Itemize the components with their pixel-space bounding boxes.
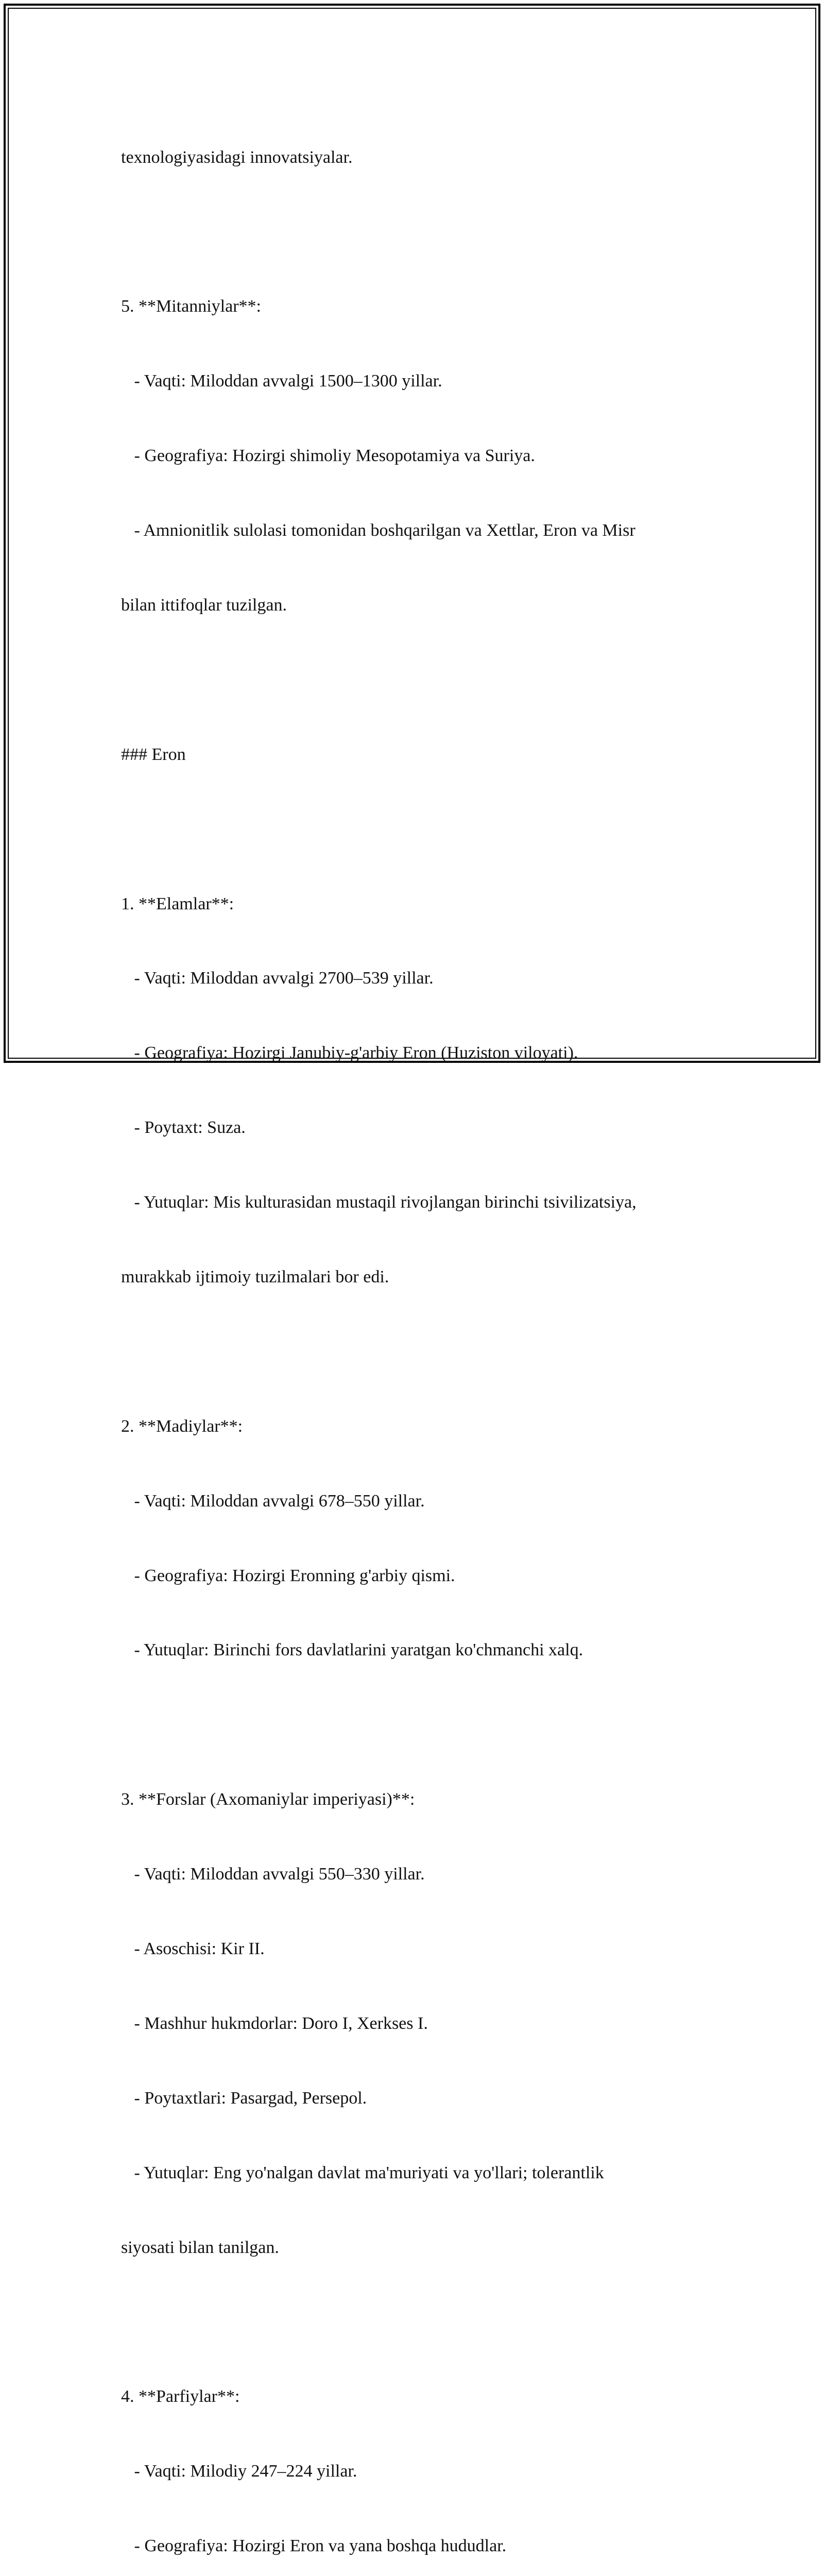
list-item: - Vaqti: Miloddan avvalgi 678–550 yillar.	[121, 1491, 425, 1511]
list-item: - Vaqti: Miloddan avvalgi 550–330 yillar.	[121, 1865, 425, 1884]
list-item: - Vaqti: Milodiy 247–224 yillar.	[121, 2462, 357, 2481]
list-item: - Yutuqlar: Eng yo'nalgan davlat ma'muriyati va yo'llari; tolerantlik	[121, 2163, 604, 2182]
text-line: bilan ittifoqlar tuzilgan.	[121, 595, 287, 615]
list-item: - Mashhur hukmdorlar: Doro I, Xerkses I.	[121, 2013, 428, 2033]
list-item: - Amnionitlik sulolasi tomonidan boshqarilgan va Xettlar, Eron va Misr	[121, 521, 636, 540]
list-item: - Geografiya: Hozirgi Eronning g'arbiy qismi.	[121, 1566, 455, 1585]
list-item: - Vaqti: Miloddan avvalgi 1500–1300 yillar.	[121, 371, 442, 391]
blank-line	[121, 219, 708, 244]
list-item: - Poytaxt: Suza.	[121, 1118, 246, 1138]
section-heading-mitanniylar: 5. **Mitanniylar**:	[121, 297, 261, 316]
list-item: - Geografiya: Hozirgi Eron va yana boshqa hududlar.	[121, 2536, 507, 2556]
blank-line	[121, 1340, 708, 1364]
blank-line	[121, 1713, 708, 1737]
text-line: siyosati bilan tanilgan.	[121, 2238, 279, 2257]
text-line: texnologiyasidagi innovatsiyalar.	[121, 147, 353, 167]
blank-line	[121, 817, 708, 842]
section-heading-elamlar: 1. **Elamlar**:	[121, 894, 234, 913]
list-item: - Geografiya: Hozirgi Janubiy-g'arbiy Eron (Huziston viloyati).	[121, 1043, 578, 1063]
list-item: - Vaqti: Miloddan avvalgi 2700–539 yillar.	[121, 969, 434, 988]
section-heading-madiylar: 2. **Madiylar**:	[121, 1416, 243, 1436]
list-item: - Geografiya: Hozirgi shimoliy Mesopotamiya va Suriya.	[121, 446, 535, 466]
section-heading-forslar: 3. **Forslar (Axomaniylar imperiyasi)**:	[121, 1790, 415, 1809]
list-item: - Yutuqlar: Birinchi fors davlatlarini yaratgan ko'chmanchi xalq.	[121, 1640, 583, 1660]
section-heading-parfiylar: 4. **Parfiylar**:	[121, 2387, 240, 2406]
list-item: - Asoschisi: Kir II.	[121, 1939, 265, 1958]
document-body	[121, 95, 708, 2576]
list-item: - Yutuqlar: Mis kulturasidan mustaqil rivojlangan birinchi tsivilizatsiya,	[121, 1193, 637, 1212]
blank-line	[121, 668, 708, 692]
heading-eron: ### Eron	[121, 744, 186, 764]
blank-line	[121, 2310, 708, 2334]
list-item: - Poytaxtlari: Pasargad, Persepol.	[121, 2088, 367, 2108]
text-line: murakkab ijtimoiy tuzilmalari bor edi.	[121, 1267, 389, 1286]
